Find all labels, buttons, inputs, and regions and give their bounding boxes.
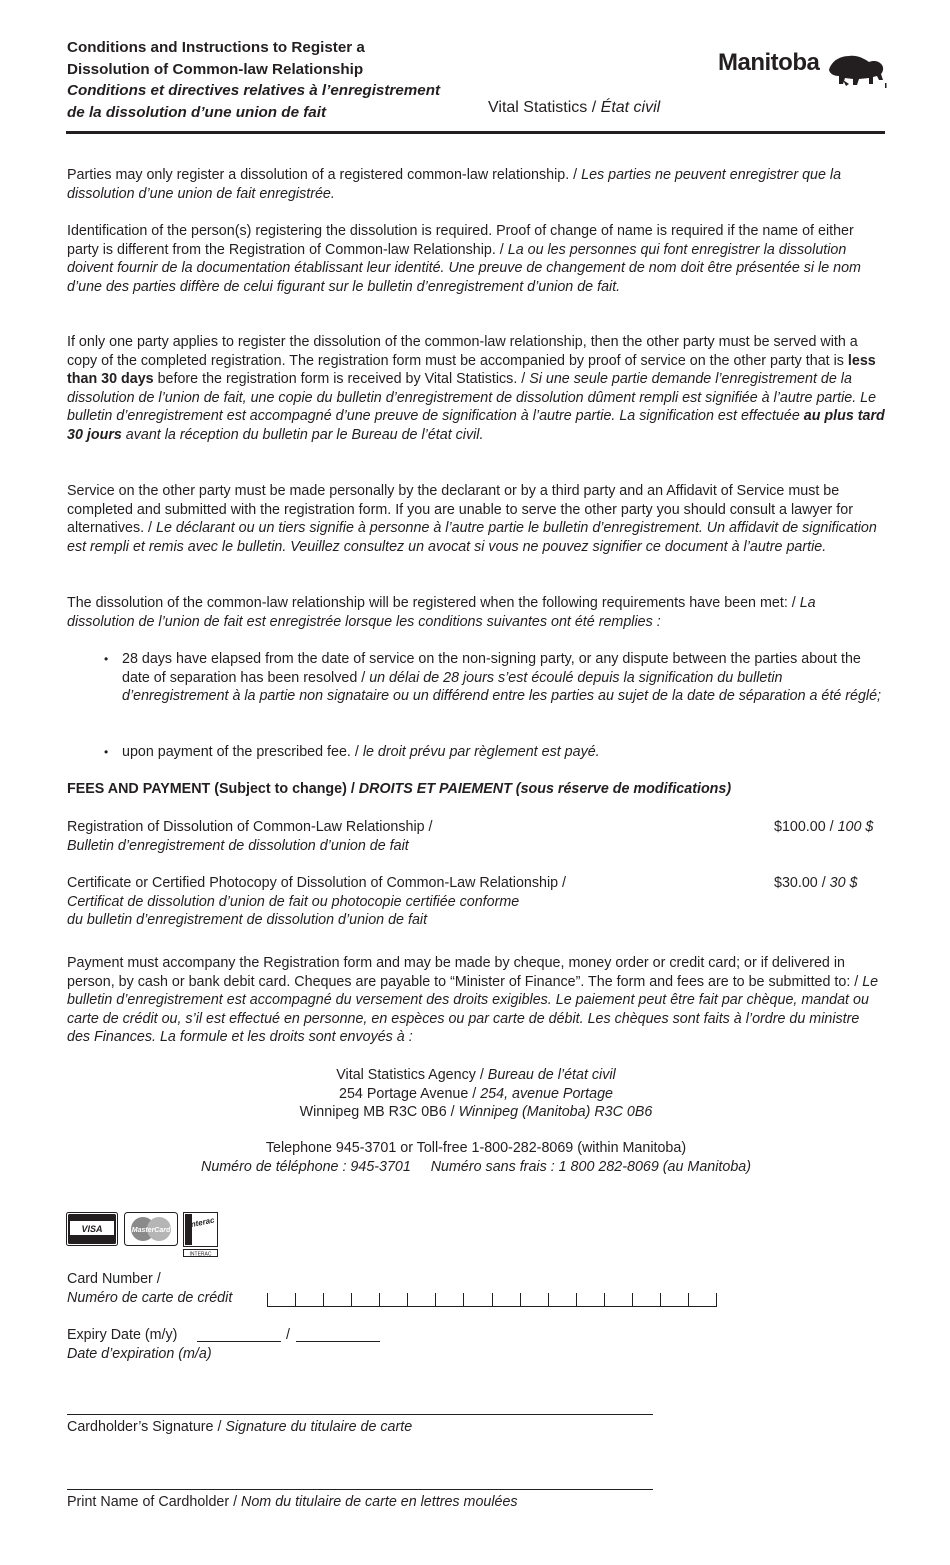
paragraph-eligibility: Parties may only register a dissolution of a registered common-law relationship. / Les parties ne peuvent enregistrer que la dissolution d’une union de fait enregistrée. <box>67 167 842 202</box>
print-name-field[interactable] <box>67 1489 653 1490</box>
address-line: Vital Statistics Agency / Bureau de l’état civil <box>336 1067 616 1083</box>
form-title <box>67 37 507 123</box>
signature-field[interactable] <box>67 1414 653 1415</box>
svg-text:Interac: Interac <box>187 1215 216 1230</box>
card-number-label: Card Number / Numéro de carte de crédit <box>67 1271 233 1306</box>
svg-text:MasterCard: MasterCard <box>131 1227 171 1234</box>
card-logos-svg <box>66 1212 226 1258</box>
phone-en: Telephone 945-3701 or Toll-free 1-800-282-8069 (within Manitoba) <box>265 1140 687 1156</box>
paragraph-payment: Payment must accompany the Registration form and may be made by cheque, money order or credit card; or if delivered in person, by cash or bank debit card. Cheques are payable to “Minister of Finance”. The form and fees are to be submitted to: / Le bulletin d’enregistrement est accompagné du versement des droits exigibles. Le paiement peut être fait par chèque, mandat ou carte de crédit ou, s’il est effectué en personne, en espèces ou par carte de débit. Les chèques sont faits à l’ordre du ministre des Finances. La formule et les droits sont envoyés à : <box>67 955 879 1046</box>
paragraph-identification: Identification of the person(s) registering the dissolution is required. Proof of change of name is required if the name of either party is different from the Registration of Common-law Relationship. / La ou les personnes qui font enregistrer la dissolution doivent fournir de la documentation établissant leur identité. Une preuve de changement de nom doit être présentée si le nom d’une des parties diffère de celui figurant sur le bulletin d’enregistrement d’union de fait. <box>67 223 861 295</box>
address-line: Winnipeg MB R3C 0B6 / Winnipeg (Manitoba) R3C 0B6 <box>299 1104 653 1121</box>
title-fr-line-1: Conditions et directives relatives à l’enregistrement <box>67 82 441 99</box>
address-line: 254 Portage Avenue / 254, avenue Portage <box>339 1085 613 1102</box>
fees-heading: FEES AND PAYMENT (Subject to change) / DROITS ET PAIEMENT (sous réserve de modifications) <box>67 781 732 797</box>
expiry-year-field[interactable] <box>296 1341 380 1342</box>
paragraph-affidavit: Service on the other party must be made personally by the declarant or by a third party and an Affidavit of Service must be completed and submitted with the registration form. If you are unable to serve the other party you should consult a lawyer for alternatives. / Le déclarant ou un tiers signifie à personne à l’autre partie le bulletin d’enregistrement. Un affidavit de signification est rempli et remis avec le bulletin. Veuillez consultez un avocat si vous ne pouvez signifier ce document à l’autre partie. <box>67 483 877 555</box>
print-name-label: Print Name of Cardholder / Nom du titulaire de carte en lettres moulées <box>67 1494 518 1510</box>
agency-en: Vital Statistics / <box>488 99 601 116</box>
bison-icon <box>825 50 887 90</box>
payment-card-logos <box>66 1212 226 1257</box>
fee-item-label: Registration of Dissolution of Common-Law Relationship / Bulletin d’enregistrement de dissolution d’union de fait <box>67 819 433 854</box>
agency-fr: État civil <box>600 99 661 116</box>
bullet-marker: • <box>104 652 109 666</box>
expiry-date-label: Expiry Date (m/y) / Date d’expiration (m/a) <box>67 1326 397 1363</box>
manitoba-logo <box>718 50 886 92</box>
title-en-line-1: Conditions and Instructions to Register a <box>67 39 365 56</box>
contact-phone <box>67 1139 885 1176</box>
mastercard-icon <box>125 1213 178 1246</box>
svg-text:INTERAC: INTERAC <box>189 1251 212 1258</box>
requirement-item: 28 days have elapsed from the date of service on the non-signing party, or any dispute between the parties about the date of separation has been resolved / un délai de 28 jours s’est écoulé depuis la signification du bulletin d’enregistrement à la partie non signataire ou un différend entre les parties au sujet de la date de séparation a été réglé; <box>122 651 882 705</box>
visa-icon <box>67 1213 118 1246</box>
expiry-month-field[interactable] <box>197 1341 281 1342</box>
interac-icon <box>184 1213 218 1258</box>
paragraph-service-requirement: If only one party applies to register the dissolution of the common-law relationship, then the other party must be served with a copy of the completed registration. The registration form must be accompanied by proof of service on the other party that is less than 30 days before the registration form is received by Vital Statistics. / Si une seule partie demande l’enregistrement de la dissolution de l’union de fait, une copie du bulletin d’enregistrement de dissolution dûment rempli est signifiée à l’autre partie. Le bulletin d’enregistrement est accompagné d’une preuve de signification à l’autre partie. La signification est effectuée au plus tard 30 jours avant la réception du bulletin par le Bureau de l’état civil. <box>67 334 885 443</box>
agency-name <box>488 98 660 118</box>
header-rule <box>66 131 885 134</box>
fee-item-label: Certificate or Certified Photocopy of Dissolution of Common-Law Relationship / Certificat de dissolution d’union de fait ou photocopie certifiée conforme du bulletin d’enregistrement de dissolution d’union de fait <box>67 875 567 929</box>
requirement-item: upon payment of the prescribed fee. / le droit prévu par règlement est payé. <box>122 744 600 760</box>
bullet-marker: • <box>104 745 109 759</box>
mailing-address <box>67 1066 885 1122</box>
title-en-line-2: Dissolution of Common-law Relationship <box>67 60 364 78</box>
title-fr-line-2: de la dissolution d’une union de fait <box>67 103 327 121</box>
phone-fr: Numéro de téléphone : 945-3701 Numéro sans frais : 1 800 282-8069 (au Manitoba) <box>201 1158 751 1175</box>
svg-text:VISA: VISA <box>81 1224 103 1234</box>
fee-item-amount: $100.00 / 100 $ <box>774 819 874 835</box>
card-number-field[interactable] <box>267 1277 717 1307</box>
signature-label: Cardholder’s Signature / Signature du titulaire de carte <box>67 1419 413 1435</box>
logo-wordmark: Manitoba <box>718 49 820 76</box>
fee-item-amount: $30.00 / 30 $ <box>774 875 858 891</box>
paragraph-requirements-intro: The dissolution of the common-law relationship will be registered when the following requirements have been met: / La dissolution de l’union de fait est enregistrée lorsque les conditions suivantes ont été remplies : <box>67 595 816 630</box>
